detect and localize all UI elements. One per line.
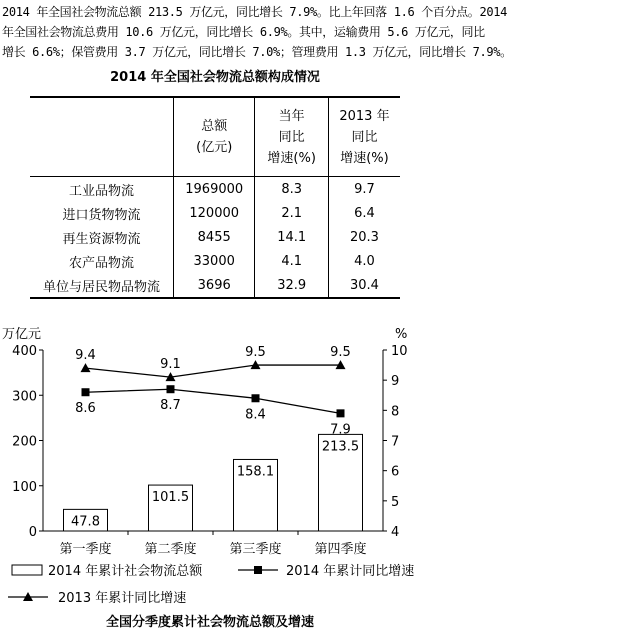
line-growth-2014 (86, 389, 341, 413)
growth-2014-label: 7.9 (330, 422, 351, 438)
cell-2013-growth: 6.4 (328, 201, 400, 225)
line-growth-2013 (86, 365, 341, 377)
header-cell-2013-growth: 2013 年 同比 增速(%) (328, 97, 400, 177)
cell-2013-growth: 20.3 (328, 225, 400, 249)
header-cell-category (30, 97, 174, 177)
left-axis-unit: 万亿元 (2, 327, 42, 342)
left-tick-label: 400 (12, 344, 37, 359)
table-row (30, 177, 400, 202)
table-row (30, 273, 400, 298)
cell-current-growth: 8.3 (255, 177, 329, 202)
cell-total: 8455 (174, 225, 255, 249)
header-cell-total: 总额 (亿元) (174, 97, 255, 177)
table-title: 2014 年全国社会物流总额构成情况 (110, 70, 320, 85)
square-marker (337, 409, 345, 417)
right-tick-label: 9 (391, 374, 400, 390)
cell-2013-growth: 30.4 (328, 273, 400, 298)
cell-category: 农产品物流 (69, 255, 135, 271)
x-tick-label: 第四季度 (314, 542, 367, 557)
cell-total: 1969000 (174, 177, 255, 202)
chart-title: 全国分季度累计社会物流总额及增速 (105, 615, 315, 630)
table-row (30, 201, 400, 225)
paragraph-line: 增长 6.6%；保管费用 3.7 万亿元，同比增长 7.0%；管理费用 1.3 万亿元，同比增长 7.9%。 (2, 45, 512, 59)
paragraph-line: 2014 年全国社会物流总额 213.5 万亿元，同比增长 7.9%。比上年回落 1.6 个百分点。2014 (2, 5, 507, 19)
growth-2013-label: 9.1 (160, 357, 181, 373)
legend-swatch-bar (12, 565, 42, 575)
right-tick-label: 4 (391, 525, 400, 540)
growth-2014-label: 8.4 (245, 407, 266, 423)
composition-table (30, 96, 400, 299)
x-tick-label: 第三季度 (229, 542, 282, 557)
growth-2013-label: 9.5 (245, 345, 266, 361)
cell-current-growth: 32.9 (255, 273, 329, 298)
cell-current-growth: 2.1 (255, 201, 329, 225)
right-tick-label: 5 (391, 494, 400, 510)
legend-label-bar: 2014 年累计社会物流总额 (48, 564, 203, 579)
table-row (30, 225, 400, 249)
cell-category: 再生资源物流 (62, 231, 141, 247)
header-cell-current-growth: 当年 同比 增速(%) (255, 97, 329, 177)
legend-label-2014: 2014 年累计同比增速 (286, 564, 415, 579)
bar-value-label: 101.5 (151, 490, 190, 506)
legend-label-2013: 2013 年累计同比增速 (58, 591, 187, 606)
square-marker (252, 394, 260, 402)
paragraph-line: 年全国社会物流总费用 10.6 万亿元，同比增长 6.9%。其中，运输费用 5.6 万亿元，同比 (2, 25, 485, 39)
bar-value-label: 213.5 (321, 439, 360, 455)
cell-2013-growth: 9.7 (328, 177, 400, 202)
summary-paragraph (2, 2, 617, 62)
legend-square-marker (254, 566, 262, 574)
x-tick-label: 第二季度 (144, 542, 197, 557)
growth-2014-label: 8.7 (160, 398, 181, 414)
right-axis-unit: % (395, 327, 408, 342)
right-tick-label: 10 (391, 344, 408, 359)
quarterly-logistics-chart (0, 318, 619, 636)
left-tick-label: 100 (12, 479, 37, 495)
right-tick-label: 7 (391, 434, 400, 450)
left-tick-label: 300 (12, 389, 37, 405)
left-tick-label: 200 (12, 434, 37, 450)
table-header-row (30, 97, 400, 177)
cell-2013-growth: 4.0 (328, 249, 400, 273)
triangle-marker (81, 363, 91, 372)
x-tick-label: 第一季度 (59, 542, 112, 557)
table-row (30, 249, 400, 273)
cell-category: 进口货物物流 (62, 207, 141, 223)
right-tick-label: 6 (391, 464, 400, 480)
square-marker (82, 388, 90, 396)
cell-category: 单位与居民物品物流 (30, 273, 174, 298)
square-marker (167, 385, 175, 393)
bar-value-label: 47.8 (71, 514, 100, 530)
cell-current-growth: 14.1 (255, 225, 329, 249)
cell-category: 工业品物流 (69, 183, 135, 199)
bar-value-label: 158.1 (236, 464, 275, 480)
cell-total: 3696 (174, 273, 255, 298)
growth-2014-label: 8.6 (75, 401, 96, 417)
cell-total: 120000 (174, 201, 255, 225)
left-tick-label: 0 (28, 525, 37, 540)
growth-2013-label: 9.4 (75, 348, 96, 364)
cell-current-growth: 4.1 (255, 249, 329, 273)
right-tick-label: 8 (391, 404, 400, 420)
cell-total: 33000 (174, 249, 255, 273)
growth-2013-label: 9.5 (330, 345, 351, 361)
